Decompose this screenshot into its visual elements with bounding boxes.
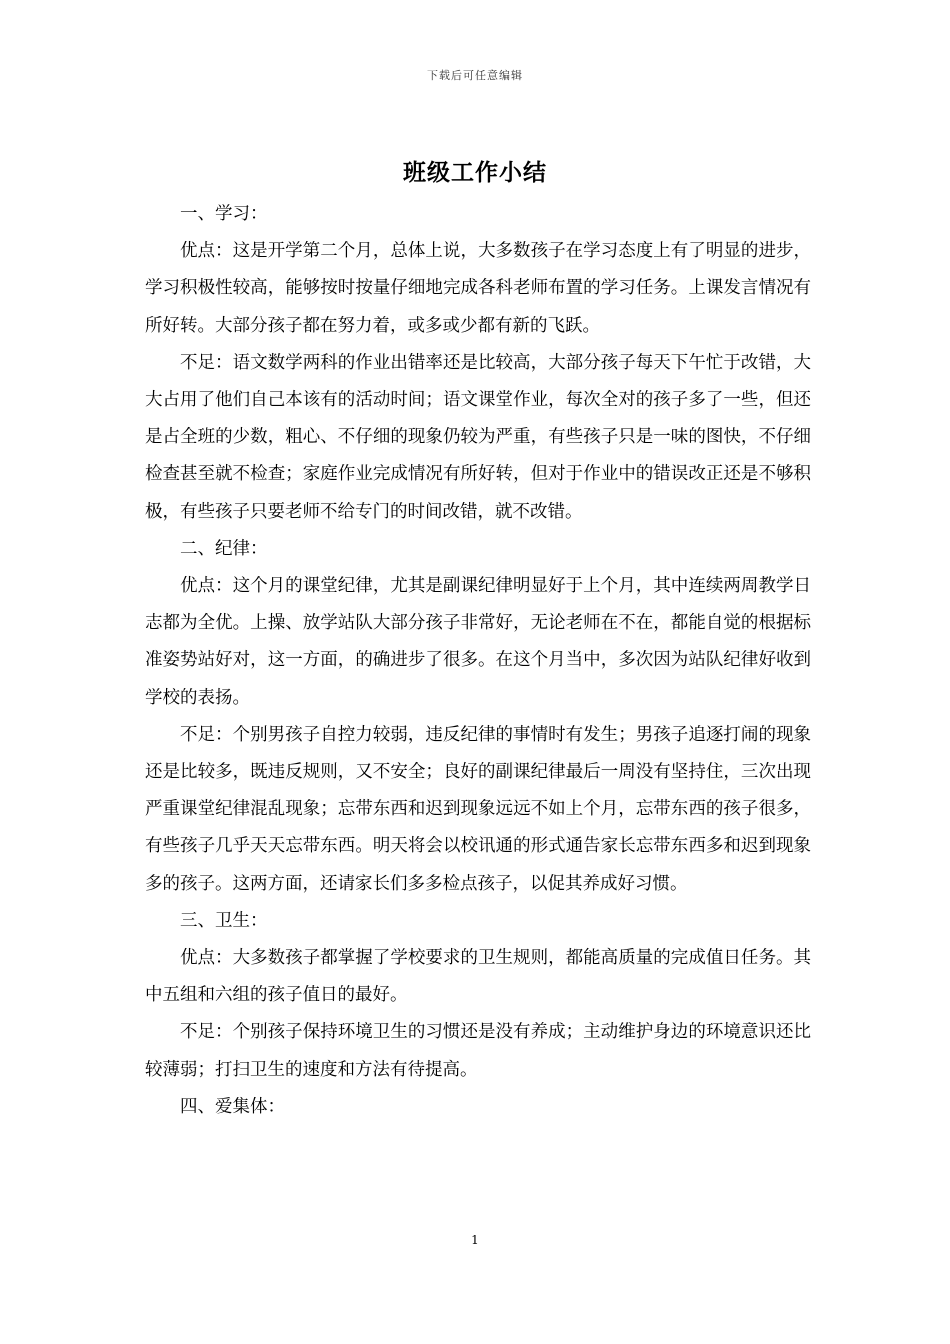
paragraph-discipline-weaknesses: 不足：个别男孩子自控力较弱，违反纪律的事情时有发生；男孩子追逐打闹的现象还是比较多，既违反规则，又不安全；良好的副课纪律最后一周没有坚持住，三次出现严重课堂纪律混乱现象；忘带东西和迟到现象远远不如上个月，忘带东西的孩子很多，有些孩子几乎天天忘带东西。明天将会以校讯通的形式通告家长忘带东西多和迟到现象多的孩子。这两方面，还请家长们多多检点孩子，以促其养成好习惯。: [145, 724, 811, 894]
document-body: [145, 196, 811, 1126]
paragraph-study-weaknesses: 不足：语文数学两科的作业出错率还是比较高，大部分孩子每天下午忙于改错，大大占用了他们自己本该有的活动时间；语文课堂作业，每次全对的孩子多了一些，但还是占全班的少数，粗心、不仔细的现象仍较为严重，有些孩子只是一味的图快，不仔细检查甚至就不检查；家庭作业完成情况有所好转，但对于作业中的错误改正还是不够积极，有些孩子只要老师不给专门的时间改错，就不改错。: [145, 352, 811, 522]
paragraph-discipline-strengths: 优点：这个月的课堂纪律，尤其是副课纪律明显好于上个月，其中连续两周教学日志都为全优。上操、放学站队大部分孩子非常好，无论老师在不在，都能自觉的根据标准姿势站好对，这一方面，的确进步了很多。在这个月当中，多次因为站队纪律好收到学校的表扬。: [145, 576, 811, 708]
document-title: 班级工作小结: [403, 159, 547, 186]
section-heading-study: 一、学习：: [180, 204, 268, 224]
section-heading-hygiene: 三、卫生：: [180, 910, 268, 931]
section-heading-collective: 四、爱集体：: [180, 1096, 285, 1117]
paragraph-hygiene-weaknesses: 不足：个别孩子保持环境卫生的习惯还是没有养成；主动维护身边的环境意识还比较薄弱；打扫卫生的速度和方法有待提高。: [145, 1022, 811, 1080]
section-heading-discipline: 二、纪律：: [180, 538, 268, 559]
header-note: 下载后可任意编辑: [427, 69, 523, 82]
page-number: 1: [471, 1233, 479, 1247]
paragraph-hygiene-strengths: 优点：大多数孩子都掌握了学校要求的卫生规则，都能高质量的完成值日任务。其中五组和六组的孩子值日的最好。: [145, 948, 811, 1006]
paragraph-study-strengths: 优点：这是开学第二个月，总体上说，大多数孩子在学习态度上有了明显的进步，学习积极性较高，能够按时按量仔细地完成各科老师布置的学习任务。上课发言情况有所好转。大部分孩子都在努力着，或多或少都有新的飞跃。: [145, 241, 811, 336]
